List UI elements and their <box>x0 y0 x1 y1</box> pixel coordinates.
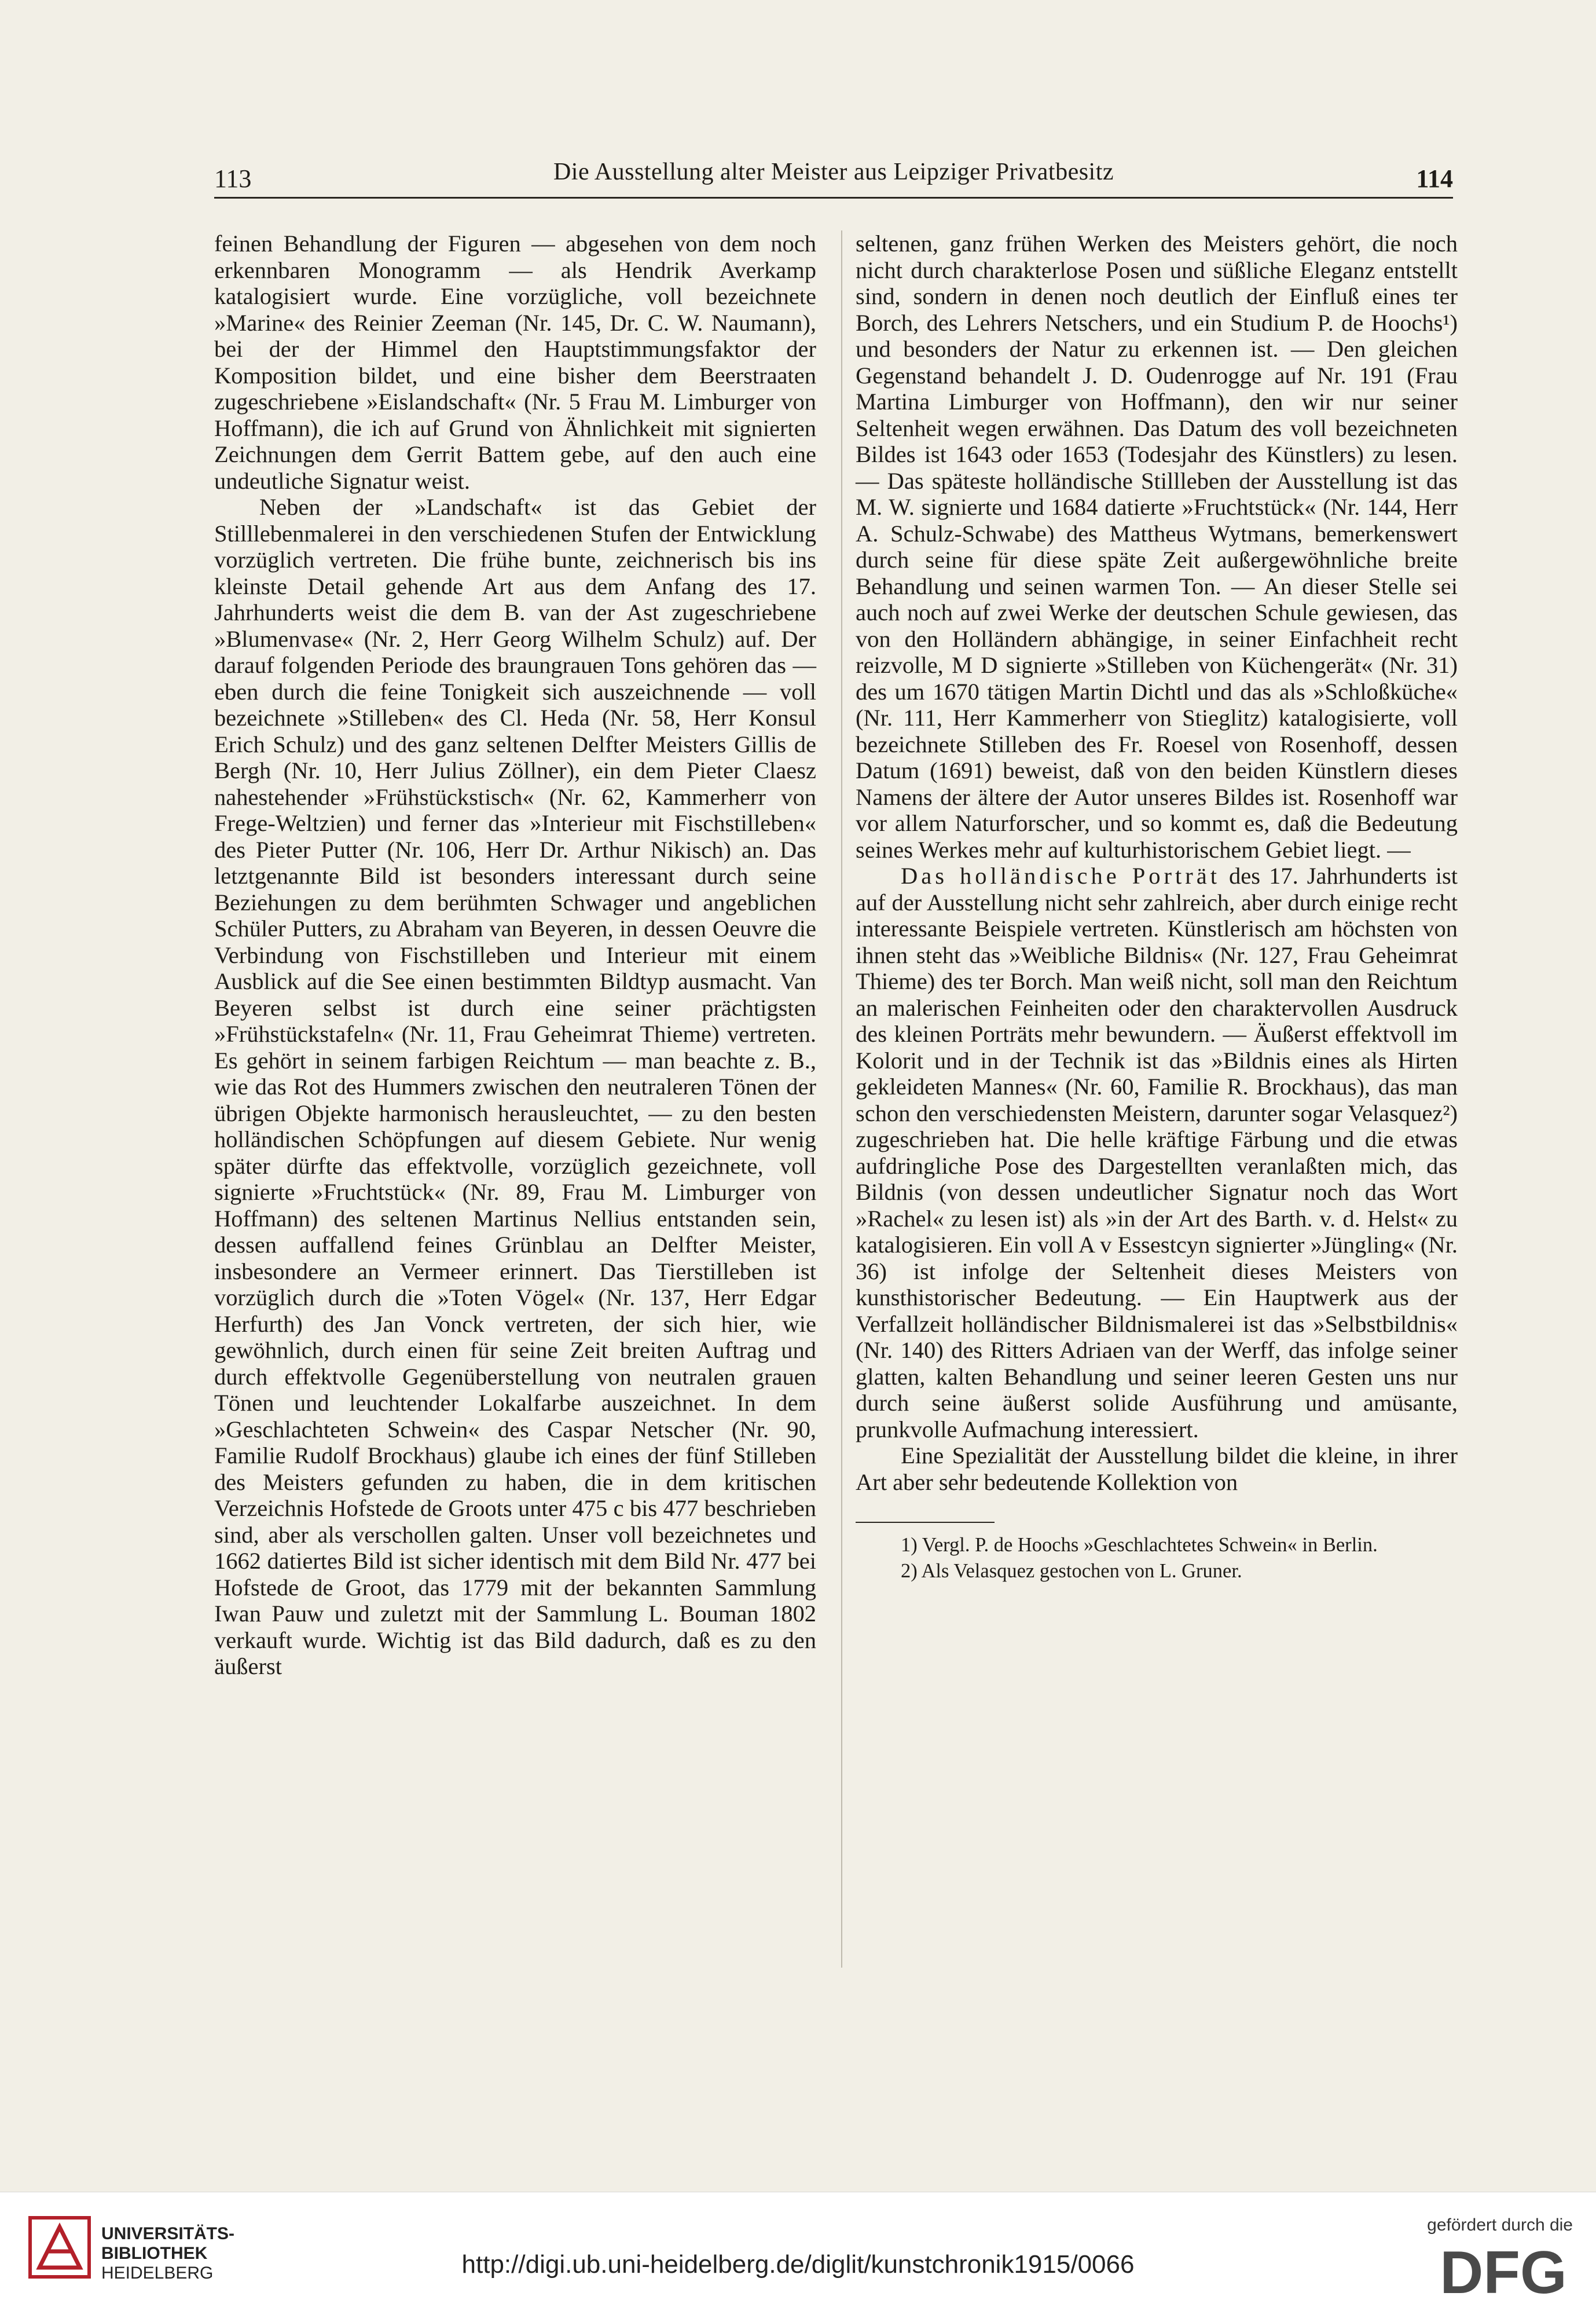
permalink-url[interactable]: http://digi.ub.uni-heidelberg.de/diglit/kunstchronik1915/0066 <box>461 2250 1135 2279</box>
paragraph-text: des 17. Jahrhunderts ist auf der Ausstellung nicht sehr zahlreich, aber durch einige recht interessante Beispiele vertreten. Künstlerisch am höchsten von ihnen steht das »Weibliche Bildnis« (Nr. 127, Frau Geheimrat Thieme) des ter Borch. Man weiß nicht, soll man den Reichtum an malerischen Feinheiten oder den charaktervollen Ausdruck des kleinen Porträts mehr bewundern. — Äußerst effektvoll im Kolorit und in der Technik ist das »Bildnis eines als Hirten gekleideten Mannes« (Nr. 60, Familie R. Brockhaus), das man schon den verschiedensten Meistern, darunter sogar Velasquez²) zugeschrieben hat. Die helle kräftige Färbung und die etwas aufdringliche Pose des Dargestellten veranlaßten mich, das Bildnis (von dessen undeutlicher Signatur noch das Wort »Rachel« zu lesen ist) als »in der Art des Barth. v. d. Helst« zu katalogisieren. Ein voll A v Essestcyn signierter »Jüngling« (Nr. 36) ist infolge der Seltenheit dieses Meisters von kunsthistorischer Bedeutung. — Ein Hauptwerk aus der Verfallzeit holländischer Bildnismalerei ist das »Selbstbildnis« (Nr. 140) des Ritters Adriaen van der Werff, das infolge seiner glatten, kalten Behandlung und seiner leeren Gesten uns nur durch seine äußerst solide Ausführung und amüsante, prunkvolle Aufmachung interessiert. <box>856 863 1458 1442</box>
header-rule <box>214 197 1453 199</box>
running-header <box>214 153 1453 194</box>
running-title: Die Ausstellung alter Meister aus Leipziger Privatbesitz <box>553 159 1114 185</box>
paragraph <box>856 863 1458 1442</box>
dfg-logo-text: DFG <box>1440 2240 1567 2303</box>
column-divider <box>841 230 842 1968</box>
left-column <box>214 230 816 1680</box>
page-number-right: 114 <box>1416 164 1453 193</box>
section-lead: Das holländische Porträt <box>901 863 1220 889</box>
right-column <box>856 230 1458 1584</box>
footnote: 2) Als Velasquez gestochen von L. Gruner. <box>901 1560 1242 1582</box>
library-name-line: UNIVERSITÄTS- <box>101 2224 235 2243</box>
footnote: 1) Vergl. P. de Hoochs »Geschlachtetes Schwein« in Berlin. <box>901 1534 1378 1556</box>
page-number-left: 113 <box>214 164 252 193</box>
library-name-line: BIBLIOTHEK <box>101 2244 208 2263</box>
paragraph: feinen Behandlung der Figuren — abgesehen von dem noch erkennbaren Monogramm — als Hendrik Averkamp katalogisiert wurde. Eine vorzügliche, voll bezeichnete »Marine« des Reinier Zeeman (Nr. 145, Dr. C. W. Naumann), bei der der Himmel den Hauptstimmungsfaktor der Komposition bildet, und eine bisher dem Beerstraaten zugeschriebene »Eislandschaft« (Nr. 5 Frau M. Limburger von Hoffmann), die ich auf Grund von Ähnlichkeit mit signierten Zeichnungen dem Gerrit Battem gebe, auf den auch eine undeutliche Signatur weist. <box>214 230 816 494</box>
funding-note: gefördert durch die <box>1427 2215 1573 2235</box>
dfg-logo-icon <box>1434 2240 1573 2303</box>
paragraph: Eine Spezialität der Ausstellung bildet die kleine, in ihrer Art aber sehr bedeutende Kollektion von <box>856 1442 1458 1495</box>
paragraph: Neben der »Landschaft« ist das Gebiet der Stilllebenmalerei in den verschiedenen Stufen der Entwicklung vorzüglich vertreten. Die frühe bunte, zeichnerisch bis ins kleinste Detail gehende Art aus dem Anfang des 17. Jahrhunderts weist die dem B. van der Ast zugeschriebene »Blumenvase« (Nr. 2, Herr Georg Wilhelm Schulz) auf. Der darauf folgenden Periode des braungrauen Tons gehören das — eben durch die feine Tonigkeit sich auszeichnende — voll bezeichnete »Stilleben« des Cl. Heda (Nr. 58, Herr Konsul Erich Schulz) und des ganz seltenen Delfter Meisters Gillis de Bergh (Nr. 10, Herr Julius Zöllner), ein dem Pieter Claesz nahestehender »Frühstückstisch« (Nr. 62, Kammerherr von Frege-Weltzien) und ferner das »Interieur mit Fischstilleben« des Pieter Putter (Nr. 106, Herr Dr. Arthur Nikisch) an. Das letztgenannte Bild ist besonders interessant durch seine Beziehungen zu dem berühmten Schwager und angeblichen Schüler Putters, zu Abraham van Beyeren, in dessen Oeuvre die Verbindung von Fischstilleben und Interieur mit einem Ausblick auf die See einen bestimmten Bildtyp ausmacht. Van Beyeren selbst ist durch eine seiner prächtigsten »Frühstückstafeln« (Nr. 11, Frau Geheimrat Thieme) vertreten. Es gehört in seinem farbigen Reichtum — man beachte z. B., wie das Rot des Hummers zwischen den neutraleren Tönen der übrigen Objekte harmonisch herausleuchtet, — zu den besten holländischen Schöpfungen auf diesem Gebiete. Nur wenig später dürfte das effektvolle, vorzüglich gezeichnete, voll signierte »Fruchtstück« (Nr. 89, Frau M. Limburger von Hoffmann) des seltenen Martinus Nellius entstanden sein, dessen auffallend feines Grünblau an Delfter Meister, insbesondere an Vermeer erinnert. Das Tierstilleben ist vorzüglich durch die »Toten Vögel« (Nr. 137, Herr Edgar Herfurth) des Jan Vonck vertreten, der sich hier, wie gewöhnlich, durch einen für seine Zeit breiten Auftrag und durch effektvolle Gegenüberstellung von neutralen grauen Tönen und leuchtender Lokalfarbe auszeichnet. In dem »Geschlachteten Schwein« des Caspar Netscher (Nr. 90, Familie Rudolf Brockhaus) glaube ich eines der fünf Stilleben des Meisters gefunden zu haben, die in dem kritischen Verzeichnis Hofstede de Groots unter 475 c bis 477 beschrieben sind, aber als verschollen galten. Unser voll bezeichnetes und 1662 datiertes Bild ist sicher identisch mit dem Bild Nr. 477 bei Hofstede de Groot, das 1779 mit der bekannten Sammlung Iwan Pauw und zuletzt mit der Sammlung L. Bouman 1802 verkauft wurde. Wichtig ist das Bild dadurch, daß es zu den äußerst <box>214 494 816 1679</box>
digitization-footer <box>0 2192 1596 2322</box>
library-name-line: HEIDELBERG <box>101 2264 214 2283</box>
paragraph: seltenen, ganz frühen Werken des Meisters gehört, die noch nicht durch charakterlose Posen und süßliche Eleganz entstellt sind, sondern in denen noch deutlich der Einfluß eines ter Borch, des Lehrers Netschers, und ein Studium P. de Hoochs¹) und besonders der Natur zu erkennen ist. — Den gleichen Gegenstand behandelt J. D. Oudenrogge auf Nr. 191 (Frau Martina Limburger von Hoffmann), den wir nur seiner Seltenheit wegen erwähnen. Das Datum des voll bezeichneten Bildes ist 1643 oder 1653 (Todesjahr des Künstlers) zu lesen. — Das späteste holländische Stillleben der Ausstellung ist das M. W. signierte und 1684 datierte »Fruchtstück« (Nr. 144, Herr A. Schulz-Schwabe) des Mattheus Wytmans, bemerkenswert durch seine für diese späte Zeit außergewöhnliche breite Behandlung und seinen warmen Ton. — An dieser Stelle sei auch noch auf zwei Werke der deutschen Schule gewiesen, das von den Holländern abhängige, in seiner Einfachheit recht reizvolle, M D signierte »Stilleben von Küchengerät« (Nr. 31) des um 1670 tätigen Martin Dichtl und das als »Schloßküche« (Nr. 111, Herr Kammerherr von Stieglitz) katalogisierte, voll bezeichnete Stilleben des Fr. Roesel von Rosenhoff, dessen Datum (1691) beweist, daß von den beiden Künstlern dieses Namens der ältere der Autor unseres Bildes ist. Rosenhoff war vor allem Naturforscher, und so kommt es, daß die Bedeutung seines Werkes mehr auf kulturhistorischem Gebiet liegt. — <box>856 230 1458 863</box>
footnote-rule <box>856 1522 995 1523</box>
